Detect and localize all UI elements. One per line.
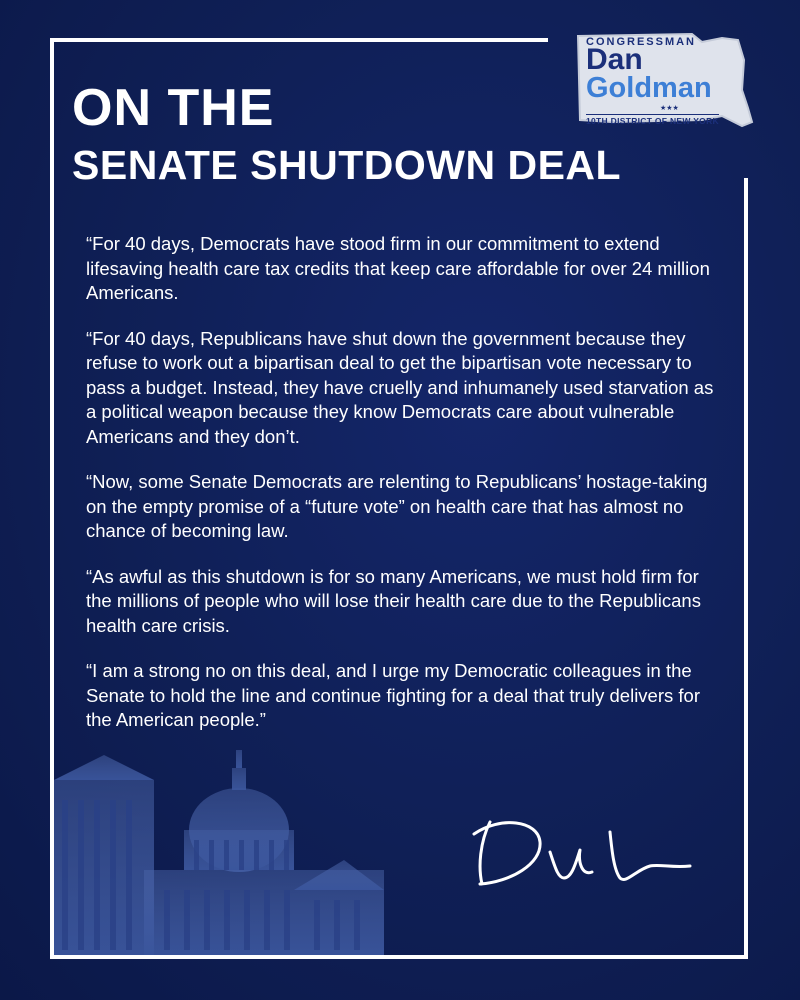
statement-paragraph: “For 40 days, Democrats have stood firm in our commitment to extend lifesaving health care tax credits that keep care affordable for over 24 million Americans. <box>86 233 710 303</box>
logo-district-label: 10TH DISTRICT OF NEW YORK <box>586 116 719 126</box>
logo-last-name: Goldman <box>586 72 712 104</box>
capitol-building-icon <box>54 740 384 955</box>
heading-line-1: ON THE <box>72 79 275 137</box>
logo-first-name: Dan <box>586 43 643 76</box>
congressman-logo <box>572 30 754 134</box>
statement-paragraph: “Now, some Senate Democrats are relenting to Republicans’ hostage-taking on the empty promise of a “future vote” on health care that has almost no chance of becoming law. <box>86 471 708 541</box>
white-frame-right-edge <box>744 178 748 959</box>
logo-stars: ★★★ <box>660 105 679 112</box>
statement-body <box>86 232 726 754</box>
heading-line-2: SENATE SHUTDOWN DEAL <box>72 142 622 188</box>
statement-paragraph: “As awful as this shutdown is for so many Americans, we must hold firm for the millions of people who will lose their health care due to the Republicans health care crisis. <box>86 565 701 636</box>
white-frame-top-edge <box>50 38 548 42</box>
statement-paragraph: “I am a strong no on this deal, and I urge my Democratic colleagues in the Senate to hold the line and continue fighting for a deal that truly delivers for the American people.” <box>86 660 700 730</box>
signature-icon <box>460 812 700 892</box>
statement-paragraph: “For 40 days, Republicans have shut down the government because they refuse to work out a bipartisan deal to get the bipartisan vote necessary to pass a budget. Instead, they have cruelly and inhumanely used starvation as a political weapon because they know Democrats care about vulnerable Americans and they don’t. <box>86 327 714 447</box>
logo-congressman-label: CONGRESSMAN <box>586 36 697 48</box>
